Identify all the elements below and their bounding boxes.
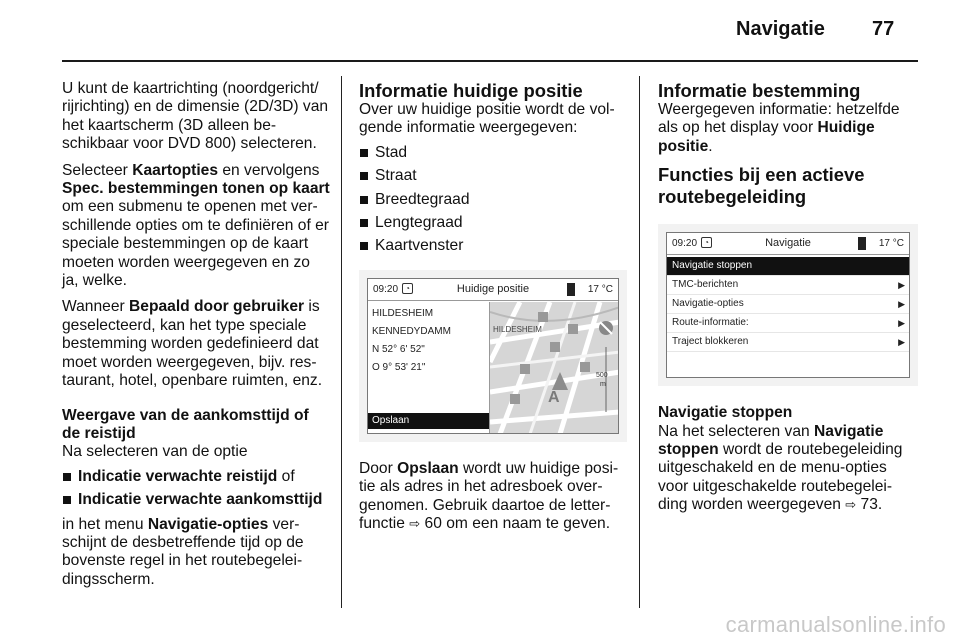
list-item: Indicatie verwachte aankomsttijd [62, 491, 330, 509]
column-divider-2 [639, 76, 640, 608]
page-number: 77 [872, 18, 895, 40]
map-scale-value: 500 [596, 371, 608, 379]
position-info [368, 302, 489, 433]
screen-figure-position [359, 270, 627, 442]
section-heading: Informatie huidige positie [359, 80, 583, 101]
column-1 [62, 80, 330, 597]
chevron-right-icon: ▶ [898, 318, 905, 329]
section-heading: Functies bij een actieve routebegeleiding [658, 164, 865, 208]
longitude: O 9° 53' 21" [372, 361, 426, 373]
map-window [489, 302, 618, 433]
list-item: Kaartvenster [359, 237, 627, 255]
clock-icon: ◔ [402, 283, 413, 294]
column-2 [359, 80, 627, 541]
paragraph: U kunt de kaartrichting (noordgericht/ rijrichting) en de dimensie (2D/3D) van het kaartscherm (3D alleen be-schikbaar voor DVD 800) selecteren. [62, 80, 329, 153]
phone-icon [858, 237, 866, 250]
paragraph: Door Opslaan wordt uw huidige posi-tie als adres in het adresboek over-genomen. Gebruik daartoe de letter-functie ⇨ 60 om een naam te geven. [359, 459, 619, 533]
menu-item-route-informatie[interactable]: Route-informatie: ▶ [667, 314, 909, 333]
page-reference[interactable]: 60 [424, 515, 442, 533]
screen-title: Huidige positie [456, 282, 530, 295]
map-city-label: HILDESHEIM [493, 324, 542, 334]
temperature: 17 °C [587, 283, 613, 295]
map-scale-unit: m [600, 380, 606, 388]
display-screen [367, 278, 619, 434]
bullet-list [62, 468, 330, 510]
list-item: Indicatie verwachte reistijd of [62, 468, 330, 486]
clock-time: 09:20 [373, 283, 399, 295]
paragraph: in het menu Navigatie-opties ver-schijnt de desbetreffende tijd op de bovenste regel in het routebegelei-dingsscherm. [62, 515, 304, 588]
display-screen [666, 232, 910, 378]
section-heading: Informatie bestemming [658, 80, 861, 101]
status-bar [368, 279, 618, 301]
subheading: Navigatie stoppen [658, 404, 793, 422]
subheading: Weergave van de aankomsttijd of de reistijd [62, 406, 309, 442]
paragraph: Over uw huidige positie wordt de vol-gende informatie weergegeven: [359, 101, 615, 137]
menu-item-navigatie-stoppen[interactable]: Navigatie stoppen [667, 257, 909, 276]
column-3 [658, 80, 918, 523]
chevron-right-icon: ▶ [898, 337, 905, 348]
city: HILDESHEIM [372, 307, 434, 319]
menu-item-navigatie-opties[interactable]: Navigatie-opties ▶ [667, 295, 909, 314]
paragraph: Na het selecteren van Navigatie stoppen wordt de routebegeleiding uitgeschakeld en de menu-opties voor uitgeschakelde routebegelei-ding worden weergegeven ⇨ 73. [658, 422, 903, 514]
column-divider-1 [341, 76, 342, 608]
screen-figure-navigation [658, 224, 918, 386]
clock-time: 09:20 [672, 238, 698, 250]
reference-arrow-icon: ⇨ [409, 516, 421, 532]
menu-item-tmc-berichten[interactable]: TMC-berichten ▶ [667, 276, 909, 295]
screen-title: Navigatie [765, 237, 811, 250]
paragraph: Weergegeven informatie: hetzelfde als op het display voor Huidige positie. [658, 101, 900, 155]
list-item: Breedtegraad [359, 191, 627, 209]
menu-list [667, 257, 909, 352]
list-item: Stad [359, 144, 627, 162]
watermark: carmanualsonline.info [725, 611, 946, 637]
chevron-right-icon: ▶ [898, 280, 905, 291]
paragraph: Na selecteren van de optie [62, 443, 248, 461]
map-graphic [490, 302, 618, 433]
reference-arrow-icon: ⇨ [845, 497, 857, 513]
latitude: N 52° 6' 52" [372, 343, 425, 355]
phone-icon [567, 283, 575, 296]
list-item: Lengtegraad [359, 214, 627, 232]
page-header [0, 0, 960, 62]
header-rule [62, 60, 918, 62]
status-bar [667, 233, 909, 255]
page-title: Navigatie [736, 18, 825, 40]
chevron-right-icon: ▶ [898, 299, 905, 310]
page-reference[interactable]: 73 [860, 496, 878, 514]
clock-icon: ◔ [701, 237, 712, 248]
street: KENNEDYDAMM [372, 325, 451, 337]
paragraph: Wanneer Bepaald door gebruiker is geselecteerd, kan het type speciale bestemming worden gedefinieerd dat moet worden weergegeven, bijv. res-taurant, hotel, openbare ruimten, enz. [62, 298, 323, 390]
save-button[interactable]: Opslaan [368, 413, 489, 429]
temperature: 17 °C [878, 238, 904, 250]
paragraph: Selecteer Kaartopties en vervolgens Spec. bestemmingen tonen op kaart om een submenu te openen met ver-schillende opties om te definiëren of er speciale bestemmingen op de kaart moeten worden weergegeven en zo ja, welke. [62, 161, 330, 290]
svg-text:A: A [548, 388, 560, 406]
list-item: Straat [359, 167, 627, 185]
menu-item-traject-blokkeren[interactable]: Traject blokkeren ▶ [667, 333, 909, 352]
bullet-list [359, 144, 627, 256]
